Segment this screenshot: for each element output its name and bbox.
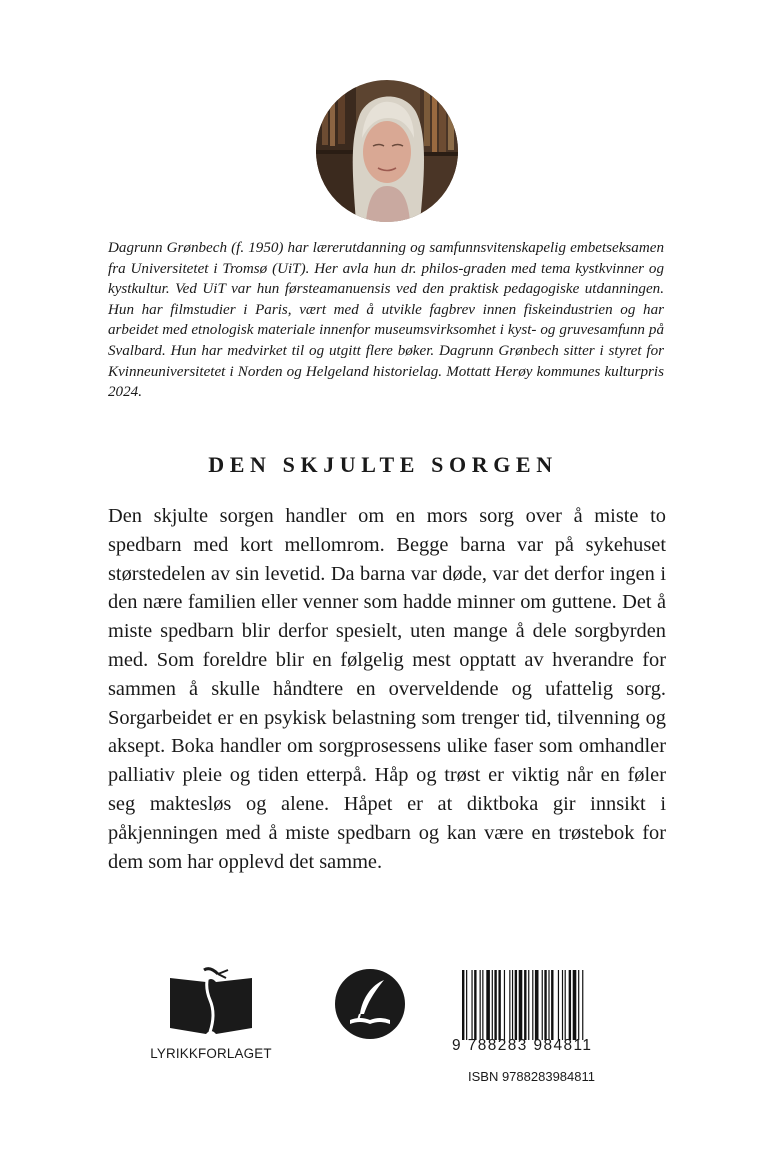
open-book-icon xyxy=(166,966,256,1038)
publisher-name: LYRIKKFORLAGET xyxy=(150,1046,272,1061)
isbn-text: ISBN 9788283984811 xyxy=(468,1069,595,1084)
barcode xyxy=(460,970,628,1040)
book-description: Den skjulte sorgen handler om en mors sorg over å miste to spedbarn med kort mellomrom. Begge barna var på sykehuset størstedelen av sin levetid. Da barna var døde, var det derfor ingen i den nære familien eller venner som hadde minner om guttene. Det å miste spedbarn blir derfor spesielt, uten mange å dele sorgbyrden med. Som foreldre blir en følgelig mest opptatt av hverandre for sammen å skulle håndtere en overveldende og ufattelig sorg. Sorgarbeidet er en psykisk belastning som trenger tid, tilvenning og aksept. Boka handler om sorgprosessens ulike faser som omhandler palliativ pleie og tiden etterpå. Håp og trøst er viktig når en føler seg maktesløs og alene. Håpet er at diktboka gir innsikt i påkjenningen med å miste spedbarn og kan være en trøstebok for dem som har opplevd det samme. xyxy=(108,505,666,873)
book-title: DEN SKJULTE SORGEN xyxy=(208,452,558,477)
quill-book-icon xyxy=(334,968,406,1040)
barcode-digits: 9 788283 984811 xyxy=(452,1037,593,1054)
author-bio: Dagrunn Grønbech (f. 1950) har lærerutdanning og samfunnsvitenskapelig embetseksamen fra Universitetet i Tromsø (UiT). Her avla hun dr. philos-graden med tema kystkvinner og kystkultur. Ved UiT var hun førsteamanuensis ved den praktisk pedagogiske utdanningen. Hun har filmstudier i Paris, vært med å utvikle fagbrev innen fiskeindustrien og har arbeidet med etnologisk materiale innenfor museumsvirksomhet i kyst- og gruvesamfunn på Svalbard. Hun har medvirket til og utgitt flere bøker. Dagrunn Grønbech sitter i styret for Kvinneuniversitetet i Norden og Helgeland historielag. Mottatt Herøy kommunes kulturpris 2024. xyxy=(108,240,664,401)
author-portrait xyxy=(316,80,458,222)
